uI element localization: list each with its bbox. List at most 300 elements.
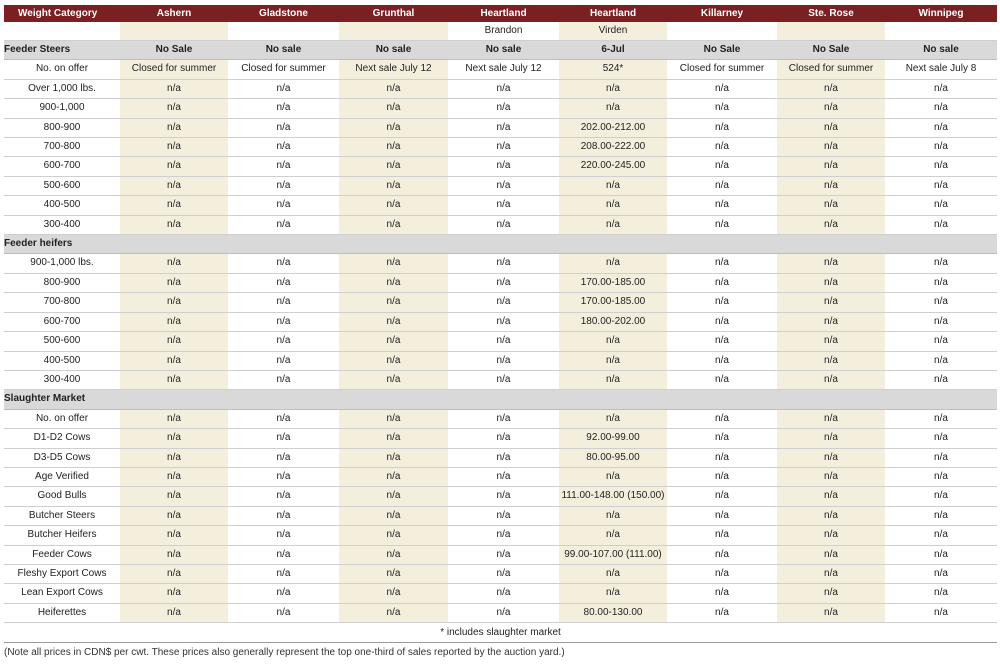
table-row (4, 157, 997, 176)
price-cell: n/a (120, 293, 228, 312)
price-cell: 208.00-222.00 (559, 138, 667, 157)
price-cell: n/a (667, 273, 777, 292)
location-cell (120, 22, 228, 41)
table-row (4, 429, 997, 448)
section-status-cell: No Sale (667, 41, 777, 60)
price-cell: n/a (667, 429, 777, 448)
section-header-row (4, 390, 997, 409)
price-cell: n/a (120, 254, 228, 273)
price-cell: n/a (228, 526, 339, 545)
price-cell: n/a (667, 351, 777, 370)
price-cell: n/a (885, 487, 997, 506)
price-cell: n/a (228, 138, 339, 157)
location-cell (339, 22, 448, 41)
row-label: Heiferettes (4, 603, 120, 622)
price-cell: n/a (777, 603, 885, 622)
price-cell: n/a (120, 157, 228, 176)
price-cell: 170.00-185.00 (559, 273, 667, 292)
price-cell: n/a (448, 448, 559, 467)
price-cell: n/a (667, 467, 777, 486)
price-cell: n/a (339, 138, 448, 157)
price-cell: n/a (120, 506, 228, 525)
price-cell: n/a (228, 157, 339, 176)
price-cell: n/a (339, 370, 448, 389)
price-cell: Closed for summer (667, 60, 777, 79)
price-cell: n/a (339, 506, 448, 525)
table-row (4, 60, 997, 79)
price-cell: n/a (339, 312, 448, 331)
price-cell: n/a (559, 196, 667, 215)
row-label: 800-900 (4, 273, 120, 292)
price-cell: n/a (448, 138, 559, 157)
table-row (4, 215, 997, 234)
price-cell: n/a (339, 409, 448, 428)
section-title: Feeder heifers (4, 235, 120, 254)
price-cell: n/a (667, 545, 777, 564)
section-status-cell (667, 235, 777, 254)
section-status-cell (228, 235, 339, 254)
row-label: 700-800 (4, 138, 120, 157)
table-row (4, 312, 997, 331)
price-cell: n/a (448, 487, 559, 506)
price-cell: n/a (885, 409, 997, 428)
price-cell: n/a (885, 448, 997, 467)
price-cell: n/a (559, 564, 667, 583)
price-cell: n/a (777, 526, 885, 545)
price-cell: n/a (777, 293, 885, 312)
price-cell: n/a (667, 293, 777, 312)
price-cell: n/a (228, 448, 339, 467)
section-status-cell (339, 390, 448, 409)
table-row (4, 273, 997, 292)
price-cell: n/a (448, 196, 559, 215)
price-cell: n/a (339, 545, 448, 564)
price-cell: n/a (777, 176, 885, 195)
price-cell: n/a (559, 467, 667, 486)
price-cell: n/a (667, 603, 777, 622)
price-cell: n/a (228, 293, 339, 312)
section-status-cell (448, 235, 559, 254)
price-cell: n/a (228, 196, 339, 215)
price-cell: n/a (228, 545, 339, 564)
price-cell: n/a (448, 370, 559, 389)
price-cell: n/a (885, 157, 997, 176)
price-cell: n/a (448, 584, 559, 603)
price-cell: n/a (339, 99, 448, 118)
price-cell: n/a (559, 351, 667, 370)
section-status-cell: No sale (448, 41, 559, 60)
price-cell: 170.00-185.00 (559, 293, 667, 312)
row-label: Feeder Cows (4, 545, 120, 564)
price-cell: n/a (120, 564, 228, 583)
location-cell (777, 22, 885, 41)
price-cell: n/a (339, 157, 448, 176)
price-cell: n/a (448, 157, 559, 176)
price-cell: n/a (448, 118, 559, 137)
section-status-cell (339, 235, 448, 254)
footnote: * includes slaughter market (4, 623, 997, 643)
section-status-cell: No Sale (777, 41, 885, 60)
price-cell: n/a (448, 79, 559, 98)
price-cell: n/a (667, 312, 777, 331)
price-cell: n/a (777, 467, 885, 486)
price-cell: n/a (559, 332, 667, 351)
row-label: 600-700 (4, 157, 120, 176)
table-row (4, 448, 997, 467)
price-cell: n/a (339, 176, 448, 195)
row-label: Age Verified (4, 467, 120, 486)
price-cell: n/a (777, 254, 885, 273)
price-cell: n/a (667, 196, 777, 215)
price-cell: n/a (448, 545, 559, 564)
price-cell: n/a (885, 370, 997, 389)
price-cell: n/a (667, 526, 777, 545)
price-cell: n/a (228, 332, 339, 351)
price-cell: n/a (777, 584, 885, 603)
row-label: 800-900 (4, 118, 120, 137)
location-cell (885, 22, 997, 41)
price-cell: n/a (339, 526, 448, 545)
price-cell: n/a (339, 467, 448, 486)
row-label: 300-400 (4, 370, 120, 389)
price-cell: Closed for summer (777, 60, 885, 79)
section-status-cell (777, 235, 885, 254)
price-cell: 524* (559, 60, 667, 79)
price-cell: n/a (228, 215, 339, 234)
price-cell: n/a (228, 351, 339, 370)
price-cell: n/a (120, 99, 228, 118)
table-row (4, 293, 997, 312)
price-cell: n/a (777, 157, 885, 176)
price-cell: n/a (339, 332, 448, 351)
section-title: Slaughter Market (4, 390, 120, 409)
price-cell: n/a (667, 118, 777, 137)
row-label: 500-600 (4, 176, 120, 195)
price-cell: n/a (559, 506, 667, 525)
section-status-cell (120, 390, 228, 409)
price-cell: n/a (777, 273, 885, 292)
price-cell: n/a (228, 312, 339, 331)
price-cell: n/a (448, 526, 559, 545)
row-label: 900-1,000 (4, 99, 120, 118)
price-cell: n/a (777, 99, 885, 118)
price-cell: Next sale July 12 (339, 60, 448, 79)
price-cell: n/a (667, 564, 777, 583)
price-cell: Next sale July 8 (885, 60, 997, 79)
price-cell: n/a (559, 584, 667, 603)
table-row (4, 332, 997, 351)
price-cell: n/a (777, 409, 885, 428)
price-cell: n/a (559, 176, 667, 195)
location-cell: Virden (559, 22, 667, 41)
table-row (4, 487, 997, 506)
section-status-cell (448, 390, 559, 409)
price-cell: n/a (120, 351, 228, 370)
row-label: Butcher Heifers (4, 526, 120, 545)
price-cell: n/a (885, 429, 997, 448)
price-cell: n/a (228, 118, 339, 137)
table-row (4, 118, 997, 137)
table-row (4, 526, 997, 545)
table-row (4, 99, 997, 118)
price-cell: Closed for summer (120, 60, 228, 79)
header-grunthal: Grunthal (339, 5, 448, 22)
price-cell: n/a (559, 370, 667, 389)
price-cell: n/a (448, 429, 559, 448)
price-cell: 202.00-212.00 (559, 118, 667, 137)
price-cell: n/a (885, 196, 997, 215)
table-row (4, 254, 997, 273)
table-row (4, 545, 997, 564)
price-cell: n/a (448, 254, 559, 273)
price-cell: n/a (667, 506, 777, 525)
table-row (4, 196, 997, 215)
price-cell: n/a (885, 564, 997, 583)
price-cell: n/a (885, 506, 997, 525)
price-cell: n/a (559, 254, 667, 273)
price-cell: n/a (667, 138, 777, 157)
section-status-cell (667, 390, 777, 409)
price-cell: n/a (228, 79, 339, 98)
price-cell: n/a (777, 487, 885, 506)
price-cell: n/a (777, 564, 885, 583)
price-cell: n/a (777, 370, 885, 389)
table-row (4, 79, 997, 98)
row-label: Butcher Steers (4, 506, 120, 525)
price-cell: n/a (120, 487, 228, 506)
table-row (4, 603, 997, 622)
header-weight-category: Weight Category (4, 5, 120, 22)
header-heartland-brandon: Heartland (448, 5, 559, 22)
price-cell: n/a (339, 351, 448, 370)
row-label: Fleshy Export Cows (4, 564, 120, 583)
price-cell: n/a (667, 409, 777, 428)
price-cell: n/a (448, 506, 559, 525)
section-status-cell (559, 235, 667, 254)
price-cell: n/a (559, 99, 667, 118)
header-killarney: Killarney (667, 5, 777, 22)
header-gladstone: Gladstone (228, 5, 339, 22)
row-label: 900-1,000 lbs. (4, 254, 120, 273)
row-label: 600-700 (4, 312, 120, 331)
section-status-cell (228, 390, 339, 409)
price-cell: n/a (667, 157, 777, 176)
price-cell: n/a (339, 584, 448, 603)
price-note: (Note all prices in CDN$ per cwt. These prices also generally represent the top one-third of sales reported by the auction yard.) (4, 647, 565, 658)
price-cell: Closed for summer (228, 60, 339, 79)
price-cell: n/a (448, 312, 559, 331)
price-cell: n/a (777, 448, 885, 467)
price-cell: 180.00-202.00 (559, 312, 667, 331)
location-cell: Brandon (448, 22, 559, 41)
price-cell: n/a (667, 584, 777, 603)
table-row (4, 467, 997, 486)
row-label: 300-400 (4, 215, 120, 234)
price-cell: n/a (120, 526, 228, 545)
price-cell: 111.00-148.00 (150.00) (559, 487, 667, 506)
price-cell: n/a (120, 370, 228, 389)
header-ashern: Ashern (120, 5, 228, 22)
price-cell: n/a (777, 545, 885, 564)
price-cell: n/a (120, 332, 228, 351)
price-cell: n/a (667, 487, 777, 506)
price-cell: n/a (448, 332, 559, 351)
price-cell: n/a (228, 487, 339, 506)
price-cell: n/a (339, 118, 448, 137)
section-status-cell: No sale (339, 41, 448, 60)
price-cell: n/a (120, 467, 228, 486)
price-cell: n/a (120, 409, 228, 428)
price-cell: n/a (339, 79, 448, 98)
price-cell: n/a (885, 584, 997, 603)
price-cell: n/a (777, 351, 885, 370)
header-heartland-virden: Heartland (559, 5, 667, 22)
price-cell: n/a (339, 564, 448, 583)
price-cell: n/a (777, 196, 885, 215)
section-status-cell (885, 390, 997, 409)
price-cell: n/a (559, 79, 667, 98)
cattle-price-table (4, 5, 997, 643)
price-cell: n/a (777, 138, 885, 157)
price-cell: n/a (448, 273, 559, 292)
location-cell (4, 22, 120, 41)
price-cell: 92.00-99.00 (559, 429, 667, 448)
table-row (4, 176, 997, 195)
row-label: No. on offer (4, 60, 120, 79)
price-cell: n/a (885, 254, 997, 273)
price-cell: n/a (667, 215, 777, 234)
price-cell: n/a (777, 332, 885, 351)
price-cell: n/a (339, 254, 448, 273)
row-label: D1-D2 Cows (4, 429, 120, 448)
price-cell: 80.00-130.00 (559, 603, 667, 622)
row-label: No. on offer (4, 409, 120, 428)
price-cell: n/a (120, 584, 228, 603)
price-cell: n/a (885, 293, 997, 312)
price-cell: n/a (120, 273, 228, 292)
table-row (4, 506, 997, 525)
price-cell: n/a (120, 429, 228, 448)
section-status-cell: No Sale (120, 41, 228, 60)
price-cell: n/a (777, 79, 885, 98)
price-cell: n/a (667, 332, 777, 351)
row-label: Lean Export Cows (4, 584, 120, 603)
price-cell: n/a (228, 564, 339, 583)
row-label: 400-500 (4, 351, 120, 370)
price-cell: n/a (559, 409, 667, 428)
section-title: Feeder Steers (4, 41, 120, 60)
location-cell (228, 22, 339, 41)
price-cell: 220.00-245.00 (559, 157, 667, 176)
price-cell: n/a (228, 467, 339, 486)
price-cell: n/a (667, 254, 777, 273)
section-status-cell (777, 390, 885, 409)
table-header-row (4, 5, 997, 22)
price-cell: n/a (448, 467, 559, 486)
location-cell (667, 22, 777, 41)
price-cell: n/a (559, 215, 667, 234)
price-cell: n/a (667, 176, 777, 195)
price-cell: n/a (448, 99, 559, 118)
footnote-row (4, 623, 997, 643)
price-cell: n/a (885, 273, 997, 292)
price-cell: n/a (667, 99, 777, 118)
price-cell: n/a (777, 215, 885, 234)
table-row (4, 351, 997, 370)
price-cell: n/a (885, 176, 997, 195)
price-cell: Next sale July 12 (448, 60, 559, 79)
price-cell: n/a (120, 312, 228, 331)
header-winnipeg: Winnipeg (885, 5, 997, 22)
price-cell: 99.00-107.00 (111.00) (559, 545, 667, 564)
price-cell: 80.00-95.00 (559, 448, 667, 467)
price-cell: n/a (777, 429, 885, 448)
price-cell: n/a (885, 215, 997, 234)
price-cell: n/a (667, 370, 777, 389)
location-row (4, 22, 997, 41)
price-cell: n/a (667, 79, 777, 98)
section-status-cell (559, 390, 667, 409)
price-cell: n/a (448, 176, 559, 195)
price-cell: n/a (120, 118, 228, 137)
price-cell: n/a (885, 467, 997, 486)
price-cell: n/a (885, 526, 997, 545)
price-cell: n/a (339, 603, 448, 622)
price-cell: n/a (885, 351, 997, 370)
price-cell: n/a (885, 79, 997, 98)
price-cell: n/a (559, 526, 667, 545)
price-cell: n/a (777, 506, 885, 525)
price-cell: n/a (120, 176, 228, 195)
table-row (4, 584, 997, 603)
price-cell: n/a (120, 545, 228, 564)
table-row (4, 564, 997, 583)
section-status-cell (885, 235, 997, 254)
price-cell: n/a (339, 196, 448, 215)
price-cell: n/a (339, 429, 448, 448)
price-cell: n/a (448, 409, 559, 428)
table-row (4, 370, 997, 389)
price-cell: n/a (228, 99, 339, 118)
price-cell: n/a (228, 603, 339, 622)
price-cell: n/a (448, 351, 559, 370)
price-cell: n/a (777, 118, 885, 137)
table-row (4, 409, 997, 428)
section-status-cell: No sale (228, 41, 339, 60)
row-label: 700-800 (4, 293, 120, 312)
row-label: 400-500 (4, 196, 120, 215)
price-cell: n/a (228, 584, 339, 603)
table-row (4, 138, 997, 157)
price-cell: n/a (120, 79, 228, 98)
price-cell: n/a (339, 448, 448, 467)
section-status-cell: No sale (885, 41, 997, 60)
row-label: Over 1,000 lbs. (4, 79, 120, 98)
price-cell: n/a (885, 312, 997, 331)
price-cell: n/a (120, 138, 228, 157)
price-cell: n/a (228, 176, 339, 195)
price-cell: n/a (448, 564, 559, 583)
section-status-cell: 6-Jul (559, 41, 667, 60)
price-cell: n/a (448, 603, 559, 622)
price-cell: n/a (885, 332, 997, 351)
header-ste-rose: Ste. Rose (777, 5, 885, 22)
price-cell: n/a (885, 545, 997, 564)
price-cell: n/a (339, 487, 448, 506)
price-cell: n/a (120, 448, 228, 467)
table-body (4, 22, 997, 623)
price-cell: n/a (120, 215, 228, 234)
